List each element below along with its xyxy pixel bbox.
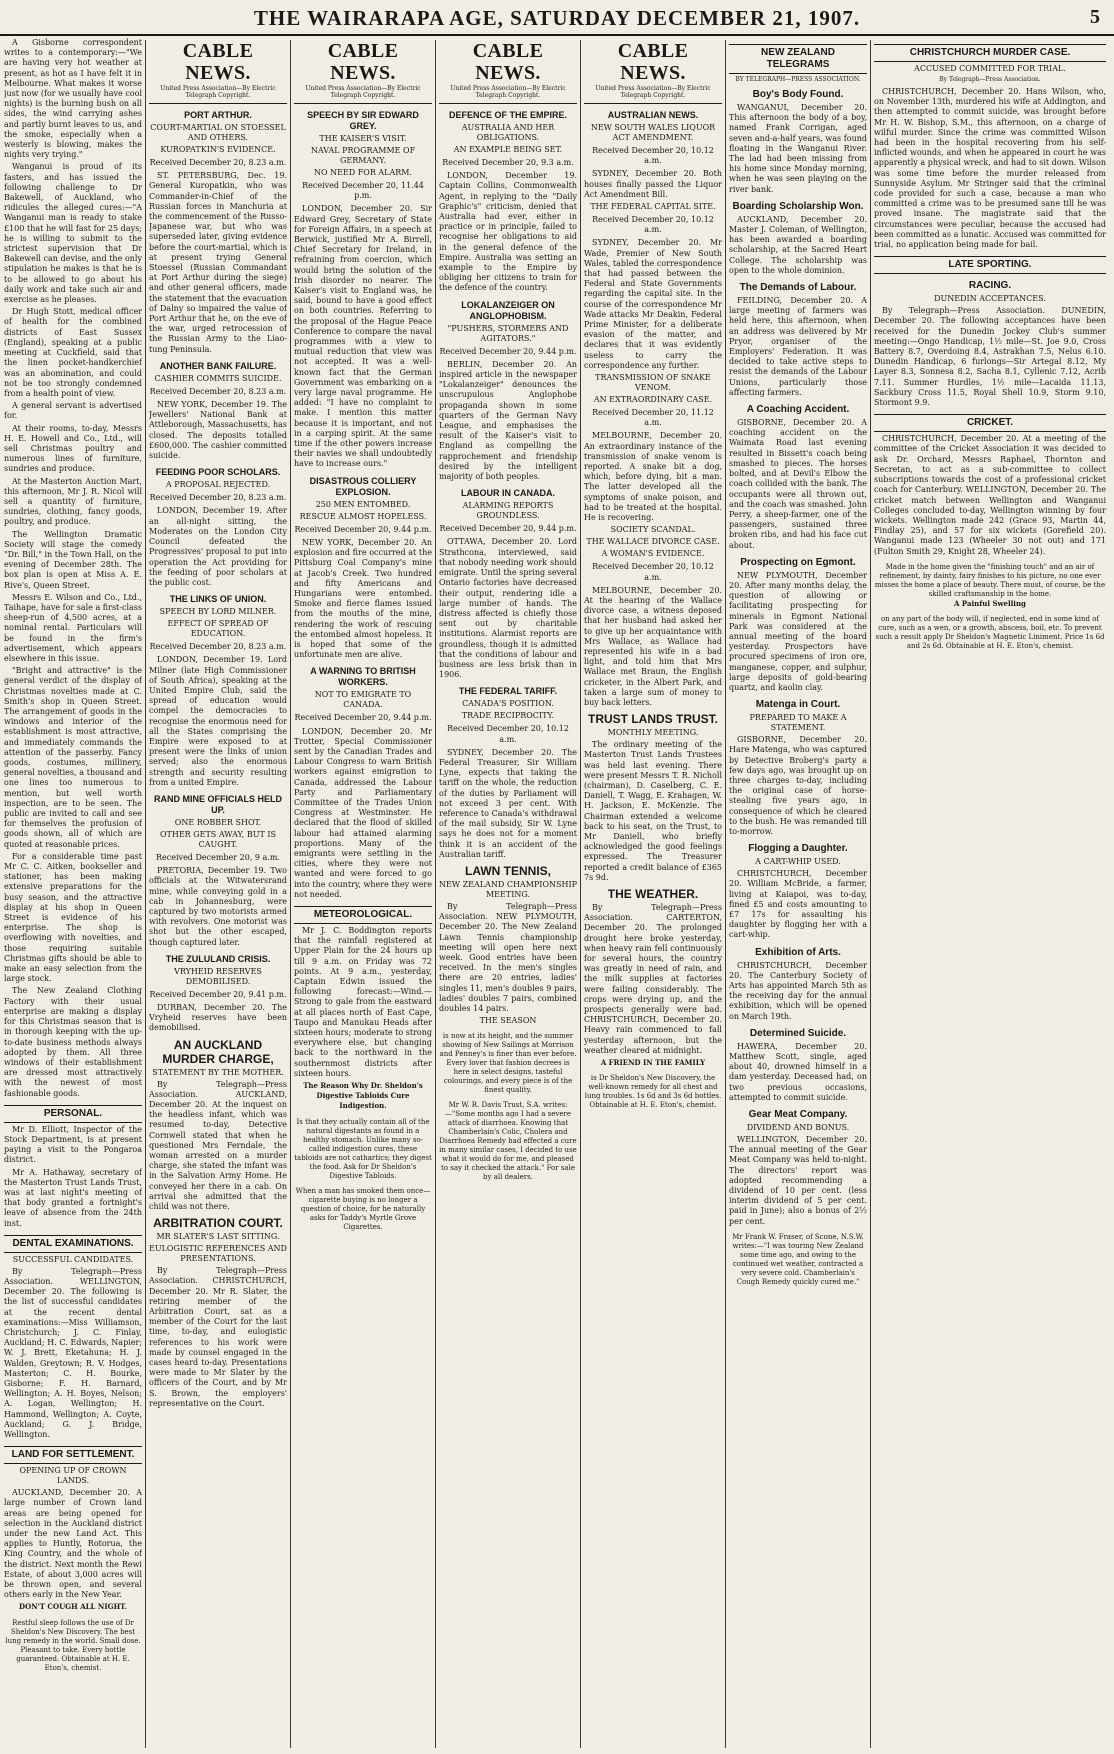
subheading: VRYHEID RESERVES DEMOBILISED. [174, 966, 262, 986]
column-3 [294, 38, 432, 1750]
paragraph: PRETORIA, December 19. Two officials at the Witwatersrand mine, while conveying gold in a cab in Johannesburg, were captured by two motorists armed with revolvers. One motorist was shot but the other escaped, though captured later. [149, 866, 287, 947]
paragraph: By Telegraph—Press Association. DUNEDIN, December 20. The following acceptances have been received for the Dunedin Jockey Club's summer meeting:—Ongo Handicap, 1½ mile—St. Joe 9.0, Cross Battery 8.7, Overdoing 8.4, Astrakhan 7.5, Nelus 6.10. Dunedin Handicap, 6 furlongs—Sir Artegal 8.12, My Layer 8.3, Sonnesa 8.2, Sacha 8.1, Cyllenic 7.12, Acrib 7.11. Summer Hurdles, 1½ mile—Lacaida 11.13, Sackbury Cross 11.5, Royal Shell 10.9, Storm 9.10, Stormont 9.9. [874, 306, 1106, 408]
section-heading: Exhibition of Arts. [755, 946, 841, 958]
section-heading: SPEECH BY SIR EDWARD GREY. [307, 110, 419, 131]
section-heading: A Coaching Accident. [746, 404, 850, 416]
paragraph: CHRISTCHURCH, December 20. At a meeting of the committee of the Cricket Association it was decided to ask Dr. Orchard, Messrs Raphael, Thornton and Secretan, to act as a sub-committee to collect subscriptions towards the cost of a professional cricket coach for Canterbury. WELLINGTON, December 20. The cricket match between Wellington and Wanganui Colleges concluded to-day, Wellington winning by four wickets. Wellington made 242 (Grace 93, Martin 44, Findlay 25), and 57 for six wickets (Gorefield 20). Wanganui made 123 (Wheeler 30 not out) and 171 (Fulton Smith 29, Knight 28, Wheeler 24). [874, 434, 1106, 556]
section-heading: FEEDING POOR SCHOLARS. [155, 467, 281, 478]
received-line: Received December 20, 10.12 a.m. [447, 724, 569, 744]
subheading: 250 MEN ENTOMBED. [315, 499, 411, 509]
section-heading: THE WEATHER. [607, 886, 699, 901]
subheading: PREPARED TO MAKE A STATEMENT. [749, 713, 847, 733]
paragraph: LONDON, December 20. Sir Edward Grey, Secretary of State for Foreign Affairs, in a speech at Berwick, justified Mr A. Birrell, Chief Secretary for Ireland, in refraining from coercion, which would bring the solution of the Irish disorder no nearer. The Kaiser's visit to England was, he said, bound to have a good effect on both countries. Referring to the proposal of the Hague Peace Conference to compare the naval programmes with a view to mutual reduction that view was not accepted. It was a well-known fact that the German Government was embarking on a very large naval programme. He added: "I have no complaint to make. I mention this matter because it is important, and not in a carping spirit. At the same time if the other powers increase their navies we shall undoubtedly have to increase ours." [294, 204, 432, 469]
received-line: Received December 20, 9.44 p.m. [439, 524, 577, 534]
subheading: RESCUE ALMOST HOPELESS. [299, 511, 427, 521]
paragraph: LONDON, December 19. Lord Milner (late High Commissioner of South Africa), speaking at the United Empire Club, said the spread of education would compel the democracies to recognise the enormous need for all the States comprising the Empire were exposed to at present were the links of union served; also the enormous strength and security resulting from a united Empire. [149, 655, 287, 787]
paragraph: HAWERA, December 20. Matthew Scott, single, aged about 40, drowned himself in a dam yesterday. Deceased had, on two previous occasions, attempted to commit suicide. [729, 1041, 867, 1102]
paragraph: CHRISTCHURCH, December 20. The Canterbury Society of Arts has appointed March 5th as the receiving day for the annual exhibition, which will be opened on March 19th. [729, 960, 867, 1021]
paragraph: Mr J. C. Boddington reports that the rainfall registered at Upper Plain for the 24 hours up till 9 a.m. on Friday was 72 points. At 9 a.m., yesterday, Captain Edwin issued the following forecast:—Wind.—Strong to gale from the eastward at all places north of East Cape, Taupo and Manukau Heads after sixteen hours; moderate to strong everywhere else, but changing back to the northward in the southernmost districts after sixteen hours. [294, 925, 432, 1078]
section-heading: The Demands of Labour. [739, 282, 857, 294]
advert-body: is now at its height, and the summer showing of New Sailings at Morrison and Penney's is finer than ever before. Every lover that fashion decrees is here in select designs, tasteful colourings, and every piece is of the finest quality. [439, 1032, 577, 1095]
received-line: Received December 20, 8.23 a.m. [149, 493, 287, 503]
received-line: Received December 20, 11.44 p.m. [302, 181, 424, 201]
column-6 [729, 38, 867, 1750]
section-heading: Prospecting on Egmont. [740, 556, 856, 568]
subheading: DIVIDEND AND BONUS. [746, 1123, 850, 1133]
section-heading: Determined Suicide. [749, 1027, 847, 1039]
divider [439, 103, 577, 104]
subheading: ACCUSED COMMITTED FOR TRIAL. [914, 64, 1066, 73]
paragraph: Mr A. Hathaway, secretary of the Masterton Trust Lands Trust, was at last night's meeting of that body granted a fortnight's leave of absence from the 24th inst. [4, 1167, 142, 1228]
paragraph: LONDON, December 20. Mr Trotter, Special Commissioner sent by the Canadian Trades and Labour Congress to warn British workers against emigration to Canada, addressed the Labour Party and Parliamentary Committee of the Trades Union Congress at Westminster. He declared that the flood of skilled labour had attained alarming proportions. Many of the emigrants were settling in the cities, where they were not wanted and were forced to go into the country, where they were not needed. [294, 726, 432, 899]
paragraph: The ordinary meeting of the Masterton Trust Lands Trustees was held last evening. There were present Messrs T. R. Nicholl (chairman), D. Caselberg, C. E. Daniell, T. Wagg, E. Krahagen, W. H. Jackson, E. McKenzie. The Chairman extended a welcome back to his seat, on the Trust, to Mr Daniell, who briefly acknowledged the good feelings expressed. The Treasurer reported a credit balance of £365 7s 9d. [584, 740, 722, 882]
paragraph: By Telegraph—Press Association. WELLINGTON, December 20. The following is the list of successful candidates at the recent dental examinations:—Miss Williamson, Christchurch; J. C. Finlay, Auckland; H. C. Edwards, Napier; W. J. Brett, Eketahuna; H. J. Walden, Greytown; R. V. Hodges, Masterton; C. H. Bourke, Gisborne; F. H. Barnard, Wellington; A. H. Boyes, Nelson; A. Logan, Wellington; H. Hammond, Wellington; A. Coyte, Auckland; G. J. Bridge, Wellington. [4, 1266, 142, 1439]
received-line: Received December 20, 10.12 a.m. [592, 562, 714, 582]
subheading: EFFECT OF SPREAD OF EDUCATION. [167, 619, 269, 639]
section-heading: THE ZULULAND CRISIS. [165, 953, 271, 964]
subheading: A CART-WHIP USED. [755, 857, 841, 867]
received-line: Received December 20, 9 a.m. [156, 852, 280, 862]
columns [4, 38, 1110, 1750]
paragraph: CHRISTCHURCH, December 20. Hans Wilson, who, on November 13th, murdered his wife at Addington, and then attempted to commit suicide, was brought before Mr H. W. Bishop, S.M., this afternoon, on a charge of wilful murder. Since the crime was committed Wilson had been in the hospital recovering from his self-inflicted wounds, and when he appeared in court he was apparently a physical wreck, and had to sit down. Wilson was some time before the murder released from Sunnyside Asylum. Mr Stringer said that the criminal code provided for such a case, because a man who committed a crime was to be presumed sane till he was proved insane. The magistrate said that the circumstances were peculiar, because the accused had been committed as a lunatic. Accused was committed for trial, no application being made for bail. [874, 87, 1106, 250]
section-heading: NEW ZEALAND TELEGRAMS [729, 44, 867, 74]
paragraph: BERLIN, December 20. An inspired article in the newspaper "Lokalanzeiger" denounces the unscrupulous Anglophobe propaganda shown in some quarters of the German Navy League, and emphasises the result of the Kaiser's visit to England as compelling the rapprochement and friendship desired by the intelligent majority of both peoples. [439, 359, 577, 482]
paragraph: Mr D. Elliott, Inspector of the Stock Department, is at present paying a visit to the Pongaroa district. [4, 1124, 142, 1165]
paragraph: Dr Hugh Stott, medical officer of health for the combined districts of East Sussex (England), speaking at a public meeting at Cuckfield, said that the linen pocket-handkerchief was an abomination, and could not be too strongly condemned from a health point of view. [4, 307, 142, 398]
section-heading: THE FEDERAL TARIFF. [458, 686, 558, 697]
subheading: ALARMING REPORTS GROUNDLESS. [462, 501, 554, 521]
paragraph: AUCKLAND, December 20. A large number of Crown land areas are being opened for selection in the Auckland district under the new Land Act. This applies to Huntly, Rotorua, the King Country, and the whole of the district. Next month the Rewi Estate, of about 3,000 acres will be thrown open, and several others early in the New Year. [4, 1488, 142, 1600]
divider [149, 103, 287, 104]
subheading: CANADA'S POSITION. [462, 699, 554, 709]
received-line: Received December 20, 9.41 p.m. [149, 989, 287, 999]
divider [294, 103, 432, 104]
subheading: TRADE RECIPROCITY. [461, 711, 555, 721]
paragraph: By Telegraph—Press Association. NEW PLYMOUTH, December 20. The New Zealand Lawn Tennis championship meeting will open here next week. Good entries have been received. In the men's singles there are 20 entries, ladies' singles 11, men's doubles 9 pairs, ladies' doubles 7 pairs, combined doubles 14 pairs. [439, 901, 577, 1013]
section-heading: DEFENCE OF THE EMPIRE. [448, 110, 567, 120]
section-heading: RACING. [968, 280, 1012, 292]
paragraph: At their rooms, to-day, Messrs H. E. Howell and Co., Ltd., will sell Christmas poultry and numerous lines of furniture, sundries and produce. [4, 423, 142, 474]
section-heading: LOKALANZEIGER ON ANGLOPHOBISM. [461, 299, 555, 321]
section-heading: CRICKET. [874, 414, 1106, 432]
subheading: ONE ROBBER SHOT. [174, 817, 262, 827]
section-heading: PORT ARTHUR. [184, 110, 252, 120]
paragraph: NEW PLYMOUTH, December 20. After many months delay, the question of allowing or facilitating prospecting for minerals in Egmont National Park was considered at the annual meeting of the board yesterday. Prospectors have procured specimens of iron ore, manganese, copper, and sulphur, large deposits of gold-bearing quartz, and kaolin clay. [729, 570, 867, 692]
section-heading: AN AUCKLAND MURDER CHARGE, [162, 1037, 274, 1066]
divider [584, 103, 722, 104]
advert-body: Is that they actually contain all of the natural digestants as found in a healthy stomach. Unlike many so-called indigestion cures, these tabloids are not cathartics; they digest the food. Ask for Dr Sheldon's Digestive Tabloids. [294, 1117, 432, 1180]
association-credit: United Press Association—By Electric Telegraph Copyright. [305, 85, 421, 99]
subheading: THE WALLACE DIVORCE CASE. [586, 537, 720, 547]
subheading: MONTHLY MEETING. [607, 728, 699, 738]
advert-body: When a man has smoked them once—cigarette buying is no longer a question of choice, for he naturally asks for Taddy's Myrtle Grove Cigarettes. [295, 1186, 431, 1231]
paragraph: ST. PETERSBURG, Dec. 19. General Kuropatkin, who was Commander-in-Chief of the Russian forces in Manchuria at the commencement of the Russo-Japanese war, but who was superseded later, giving evidence before the court-martial, which is at present trying General Stoessel (Russian Commandant at Port Arthur during the siege) and other general officers, made the statement that the evacuation of Dalny so impaired the value of Port Arthur that he, on the eve of the war, urged retrocession of the Russian Army to the Liao-tung Peninsula. [149, 171, 287, 354]
column-2 [149, 38, 287, 1750]
column-7 [874, 38, 1106, 1750]
subheading: SPEECH BY LORD MILNER. [159, 607, 277, 617]
paragraph: A Gisborne correspondent writes to a contemporary:—"We are having very hot weather at present, as hot as I have felt it in Melbourne. What makes it worse just now (for we usually have cool nights) is the burning bush on all sides, the wind carrying ashes and partly burnt leaves to us, and the smoke, especially when a westerly is blowing, makes the nights very trying." [4, 38, 142, 160]
received-line: Received December 20, 8.23 a.m. [149, 386, 287, 396]
subheading: "PUSHERS, STORMERS AND AGITATORS." [447, 323, 569, 343]
paragraph: LONDON, December 19. Captain Collins, Commonwealth Agent, in replying to the "Daily Graphic's" criticism, denied that Australia had ever, either in practice or in principle, failed to recognise her obligations to aid in the general defence of the Empire. Australia was setting an example to the Empire by obliging her citizens to train for the defence of the country. [439, 171, 577, 293]
section-heading: AUSTRALIAN NEWS. [607, 110, 699, 120]
subheading: AN EXTRAORDINARY CASE. [593, 395, 713, 405]
paragraph: A general servant is advertised for. [4, 401, 142, 421]
received-line: Received December 20, 9.3 a.m. [442, 158, 574, 167]
paragraph: GISBORNE, December 20. A coaching accident on the Waimata Road last evening resulted in Bissett's coach being smashed to pieces. The horses bolted, and at Devil's Elbow the coach collided with the bank. The occupants were all thrown out, and the coach was smashed. John Perry, a sheep-farmer, one of the passengers, sustained three broken ribs, and had his face cut about. [729, 418, 867, 550]
section-heading: DENTAL EXAMINATIONS. [4, 1235, 142, 1253]
paragraph: By Telegraph—Press Association. AUCKLAND, December 20. At the inquest on the headless infant, which was resumed to-day, Detective Cornwell stated that when he questioned Mrs Ferndale, the woman arrested on a murder charge, she stated the infant was in the Salvation Army Home. He conveyed her there in a cab. On arrival she admitted that the child was not there. [149, 1079, 287, 1212]
received-line: Received December 20, 9.44 p.m. [294, 524, 432, 534]
subheading: CASHIER COMMITS SUICIDE. [154, 373, 282, 383]
subheading: OPENING UP OF CROWN LANDS. [19, 1466, 127, 1486]
paragraph: CHRISTCHURCH, December 20. William McBride, a farmer, living at Kaiapoi, was to-day, fined £5 and costs amounting to £7 17s for assaulting his daughter by flogging her with a cart-whip. [729, 869, 867, 940]
subheading: OTHER GETS AWAY, BUT IS CAUGHT. [159, 829, 277, 849]
cable-news-heading: CABLE NEWS. [472, 40, 544, 84]
paragraph: The New Zealand Clothing Factory with their usual enterprise are making a display for this Christmas season that is in thorough keeping with the up-to-date business methods always adopted by them. All three windows of their establishment are dressed most attractively with the newest of most fashionable goods. [4, 986, 142, 1098]
received-line: Received December 20, 11.12 a.m. [592, 408, 714, 428]
paragraph: SYDNEY, December 20. Both houses finally passed the Liquor Act Amendment Bill. [584, 169, 722, 199]
paragraph: WELLINGTON, December 20. The annual meeting of the Gear Meat Company was held to-night. The directors' report was adopted recommending a dividend of 10 per cent. (less interim dividend of 5 per cent. paid in June); also a bonus of 2½ per cent. [729, 1135, 867, 1226]
subheading: DUNEDIN ACCEPTANCES. [934, 294, 1046, 304]
cable-news-heading: CABLE NEWS. [327, 40, 399, 84]
advert-body: Made in the home given the "finishing touch" and an air of refinement, by dainty, fairy finishes to his picture, no one ever misses the home a place of beauty. There must, of course, be the skilled craftsmanship in the home. [874, 562, 1106, 598]
subheading: NO NEED FOR ALARM. [313, 168, 413, 177]
paragraph: SYDNEY, December 20. Mr Wade, Premier of New South Wales, tabled the correspondence that had passed between the Federal and State Governments regarding the capital site. In the course of the correspondence Mr Wade attacks Mr Deakin, Federal Prime Minister, for a deliberate evasion of the matter, and declares that it was evidently useless to carry the correspondence any further. [584, 238, 722, 370]
section-heading: LATE SPORTING. [874, 256, 1106, 274]
subheading: NAVAL PROGRAMME OF GERMANY. [310, 146, 416, 165]
paragraph: At the Masterton Auction Mart, this afternoon, Mr J. R. Nicol will sell a quantity of furniture, sundries, clothing, fancy goods, poultry, and produce. [4, 476, 142, 527]
section-heading: Flogging a Daughter. [748, 843, 848, 855]
paragraph: GISBORNE, December 20. Hare Matenga, who was captured by Detective Broberg's party a few days ago, was brought up on three charges to-day, including the original case of horse-stealing five years ago, in consequence of which he cleared to the bush. He was remanded till to-morrow. [729, 735, 867, 836]
section-heading: ANOTHER BANK FAILURE. [159, 360, 277, 371]
paragraph: AUCKLAND, December 20. Master J. Coleman, of Wellington, has been awarded a boarding scholarship, at the Sacred Heart College. The scholarship was open to the whole dominion. [729, 214, 867, 275]
section-heading: METEOROLOGICAL. [294, 906, 432, 924]
received-line: Received December 20, 8.23 a.m. [149, 158, 287, 167]
paragraph: "Bright and attractive" is the general verdict of the display of Christmas novelties made at C. Smith's shop in Queen Street. The arrangement of goods in the windows and interior of the establishment is most attractive, and immediately commands the attention of the passerby. Fancy goods, costumes, millinery, general novelties, a thousand and one lines too numerous to mention, but well worth inspection, are to be seen. The public are invited to call and see for themselves the profusion of goods shown, all of which are quoted at reasonable prices. [4, 666, 142, 849]
paragraph: By Telegraph—Press Association. CARTERTON, December 20. The prolonged drought here broke yesterday, when heavy rain fell continuously for several hours, the country was greatly in need of rain, and the milk supplies at factories were failing considerably. The crops were drying up, and the prospects generally were bad. CHRISTCHURCH, December 20. Heavy rain commenced to fall yesterday afternoon, but the weather cleared at midnight. [584, 902, 722, 1055]
received-line: Received December 20, 9.44 p.m. [294, 713, 432, 723]
section-heading: LAWN TENNIS, [465, 863, 551, 878]
subheading: EULOGISTIC REFERENCES AND PRESENTATIONS. [149, 1244, 287, 1264]
paragraph: MELBOURNE, December 20. An extraordinary instance of the transmission of snake venom is reported. A snake bit a dog, which, before dying, bit a man. The latter developed all the symptoms of snake poison, and had to be treated at the hospital. He is recovering. [584, 431, 722, 523]
paragraph: NEW YORK, December 20. An explosion and fire occurred at the Pittsburg Coal Company's mine at Jacob's Creek. Two hundred and fifty Americans and Hungarians were entombed. Smoke and fierce flames issued from the mouths of the mine, rendering the work of rescuing the entombed almost hopeless. It is hoped that some of the unfortunate men are alive. [294, 537, 432, 660]
section-heading: A WARNING TO BRITISH WORKERS. [310, 666, 416, 688]
subheading: THE KAISER'S VISIT. [319, 134, 407, 143]
subheading: THE FEDERAL CAPITAL SITE. [590, 202, 716, 212]
section-heading: DISASTROUS COLLIERY EXPLOSION. [309, 475, 417, 497]
subheading: A WOMAN'S EVIDENCE. [601, 549, 705, 559]
column-rule [580, 40, 581, 1748]
column-rule [870, 40, 871, 1748]
column-5 [584, 38, 722, 1750]
association-credit: By Telegraph—Press Association. [939, 76, 1041, 83]
association-credit: United Press Association—By Electric Telegraph Copyright. [160, 85, 276, 99]
advert-body: on any part of the body will, if neglected, end in some kind of cure, such as a wen, or a growth, abscess, boil, etc. To prevent such a result apply Dr Sheldon's Magnetic Liniment. Price 1s 6d and 2s 6d. Obtainable at H. E. Eton's, chemist. [875, 614, 1105, 650]
page-number: 5 [1090, 6, 1100, 28]
subheading: MR SLATER'S LAST SITTING. [156, 1232, 280, 1242]
section-heading: ARBITRATION COURT. [153, 1216, 283, 1231]
section-heading: Gear Meat Company. [748, 1109, 848, 1121]
advert-title: A Painful Swelling [954, 598, 1026, 608]
section-heading: LAND FOR SETTLEMENT. [4, 1446, 142, 1464]
section-heading: Matenga in Court. [755, 699, 841, 711]
received-line: Received December 20, 10.12 a.m. [592, 215, 714, 235]
section-heading: THE LINKS OF UNION. [169, 594, 267, 605]
cable-news-heading: CABLE NEWS. [182, 40, 254, 84]
subheading: STATEMENT BY THE MOTHER. [152, 1067, 284, 1077]
paragraph: Messrs E. Wilson and Co., Ltd., Taihape, have for sale a first-class sheep-run of 4,500 acres, at a nominal rental. Particulars will be found in the firm's advertisement, which appears elsewhere in this issue. [4, 592, 142, 663]
subheading: COURT-MARTIAL ON STOESSEL AND OTHERS. [150, 123, 286, 142]
paragraph: FEILDING, December 20. A large meeting of farmers was held here, this afternoon, when an address was delivered by Mr Pryor, organiser of the Employers' Federation. It was decided to take active steps to resist the demands of the Labour Unions, particularly those affecting farmers. [729, 296, 867, 397]
column-rule [435, 40, 436, 1748]
subheading: KUROPATKIN'S EVIDENCE. [160, 145, 276, 154]
advert-title: A FRIEND IN THE FAMILY [600, 1058, 706, 1068]
masthead [0, 0, 1114, 36]
subheading: NOT TO EMIGRATE TO CANADA. [314, 690, 412, 710]
paragraph: WANGANUI, December 20. This afternoon the body of a boy, named Frank Corrigan, aged seven and-a-half years, was found floating in the Wanganui River. The lad had been missing from his home since Monday morning, when he was seen playing on the river bank. [729, 103, 867, 194]
association-credit: United Press Association—By Electric Telegraph Copyright. [595, 85, 711, 99]
association-credit: BY TELEGRAPH—PRESS ASSOCIATION. [735, 76, 861, 83]
paragraph: Wanganui is proud of its fasters, and has issued the following challenge to Dr Bakewell, of Auckland, who ridicules the alleged cures:—"A Wanganui man is ready to stake £100 that he will fast for 25 days; he is willing to submit to the strictest supervision that Dr Bakewell can devise, and the only stipulation he makes is that he is to be allowed to go about his daily work and take such air and exercise as he pleases. [4, 162, 142, 305]
column-rule [725, 40, 726, 1748]
section-heading: CHRISTCHURCH MURDER CASE. [874, 44, 1106, 62]
received-line: Received December 20, 8.23 a.m. [149, 642, 287, 652]
advert-body: Restful sleep follows the use of Dr Sheldon's New Discovery. The best lung remedy in the world. Small dose. Pleasant to take. Every bottle guaranteed. Obtainable at H. E. Eton's, chemist. [5, 1618, 141, 1672]
section-heading: RAND MINE OFFICIALS HELD UP. [154, 793, 282, 815]
subheading: NEW SOUTH WALES LIQUOR ACT AMENDMENT. [590, 123, 716, 142]
subheading: SUCCESSFUL CANDIDATES. [12, 1254, 134, 1264]
association-credit: United Press Association—By Electric Telegraph Copyright. [450, 85, 566, 99]
subheading: TRANSMISSION OF SNAKE VENOM. [595, 373, 711, 393]
received-line: Received December 20, 9.44 p.m. [439, 346, 577, 356]
column-4 [439, 38, 577, 1750]
subheading: SOCIETY SCANDAL. [610, 525, 696, 535]
paragraph: SYDNEY, December 20. The Federal Treasurer, Sir William Lyne, expects that taking the tariff on the whole, the reduction of the duties by Parliament will not exceed 3 per cent. With reference to Canada's withdrawal of the mail subsidy, Sir W. Lyne says he does not for a moment think it is an accident of the Australian tariff. [439, 747, 577, 859]
column-1 [4, 38, 142, 1750]
subheading: A PROPOSAL REJECTED. [165, 480, 271, 490]
section-heading: LABOUR IN CANADA. [461, 488, 555, 499]
cable-news-heading: CABLE NEWS. [617, 40, 689, 84]
subheading: NEW ZEALAND CHAMPIONSHIP MEETING. [439, 879, 577, 899]
masthead-title: THE WAIRARAPA AGE, SATURDAY DECEMBER 21, 1907. [253, 6, 861, 30]
paragraph: LONDON, December 19. After an all-night sitting, the Moderates on the London City Council defeated the Progressives' proposal to put into operation the Act providing for the feeding of poor scholars at the public cost. [149, 506, 287, 587]
advert-body: Mr Frank W. Fraser, of Scone, N.S.W. writes:—"I was touring New Zealand some time ago, and owing to the continued wet weather, contracted a very severe cold. Chamberlain's Cough Remedy quickly cured me." [732, 1232, 864, 1286]
received-line: Received December 20, 10.12 a.m. [592, 146, 714, 166]
paragraph: MELBOURNE, December 20. At the hearing of the Wallace divorce case, a witness deposed that her husband had asked her to give up her acquaintance with Mrs Wallace, as Wallace had represented his wife in a bad light, and told him that Mrs Wallace met Braun, the English cricketer, in the Albert Park, and taken a large sum of money to buy back letters. [584, 585, 722, 707]
subheading: AN EXAMPLE BEING SET. [453, 145, 563, 154]
paragraph: The Wellington Dramatic Society will stage the comedy "Dr. Bill," in the Town Hall, on the evening of December 28th. The box plan is open at Miss A. E. Rive's, Queen Street. [4, 529, 142, 590]
column-rule [290, 40, 291, 1748]
subheading: THE SEASON [479, 1016, 537, 1026]
paragraph: For a considerable time past Mr C. C. Aitken, bookseller and stationer, has been making extensive preparations for the busy season, and the attractive display at his shop in Queen Street is evidence of his enterprise. The shop is overflowing with novelties, and those requiring suitable Christmas gifts should be able to make an easy selection from the large stock. [4, 851, 142, 984]
advert-title: The Reason Why Dr. Sheldon's Digestive Tabloids Cure Indigestion. [303, 1081, 423, 1111]
section-heading: TRUST LANDS TRUST. [588, 712, 718, 727]
subheading: AUSTRALIA AND HER OBLIGATIONS. [461, 123, 555, 142]
section-heading: Boy's Body Found. [752, 89, 844, 100]
paragraph: NEW YORK, December 19. The Jewellers' National Bank at Attleborough, Massachusetts, has closed. The deposits totalled £600,000. The cashier committed suicide. [149, 400, 287, 461]
column-rule [145, 40, 146, 1748]
section-heading: Boarding Scholarship Won. [732, 200, 864, 212]
paragraph: By Telegraph—Press Association. CHRISTCHURCH, December 20. Mr R. Slater, the retiring member of the Arbitration Court, sat as a member of the Court for the last time, to-day, and eulogistic references to his work were made by counsel engaged in the cases heard to-day. Presentations were made to Mr Slater by the officers of the Court, and by Mr S. Brown, the employers' representative on the Court. [149, 1266, 287, 1408]
advert-body: is Dr Sheldon's New Discovery, the well-known remedy for all chest and lung troubles. 1s 6d and 3s 6d bottles. Obtainable at H. E. Eton's, chemist. [584, 1074, 722, 1110]
paragraph: OTTAWA, December 20. Lord Strathcona, interviewed, said that nobody needing work should emigrate. Until the spring several Ontario factories have decreased their output, rendering idle a large number of hands. The distress affected is chiefly those sent out by charitable institutions. Alarmist reports are groundless, though it is admitted that the conditions of labour and business are less brisk than in 1906. [439, 537, 577, 680]
advert-body: Mr W. R. Davis Trust, S.A. writes:—"Some months ago I had a severe attack of diarrhoea. Knowing that Chamberlain's Colic, Cholera and Diarrhoea Remedy had effected a cure in many similar cases, I decided to use what it would do for me, and pleased to say it checked the attack." For sale by all dealers. [439, 1101, 577, 1182]
section-heading: PERSONAL. [4, 1105, 142, 1123]
advert-title: DON'T COUGH ALL NIGHT. [19, 1602, 127, 1612]
paragraph: DURBAN, December 20. The Vryheid reserves have been demobilised. [149, 1002, 287, 1033]
